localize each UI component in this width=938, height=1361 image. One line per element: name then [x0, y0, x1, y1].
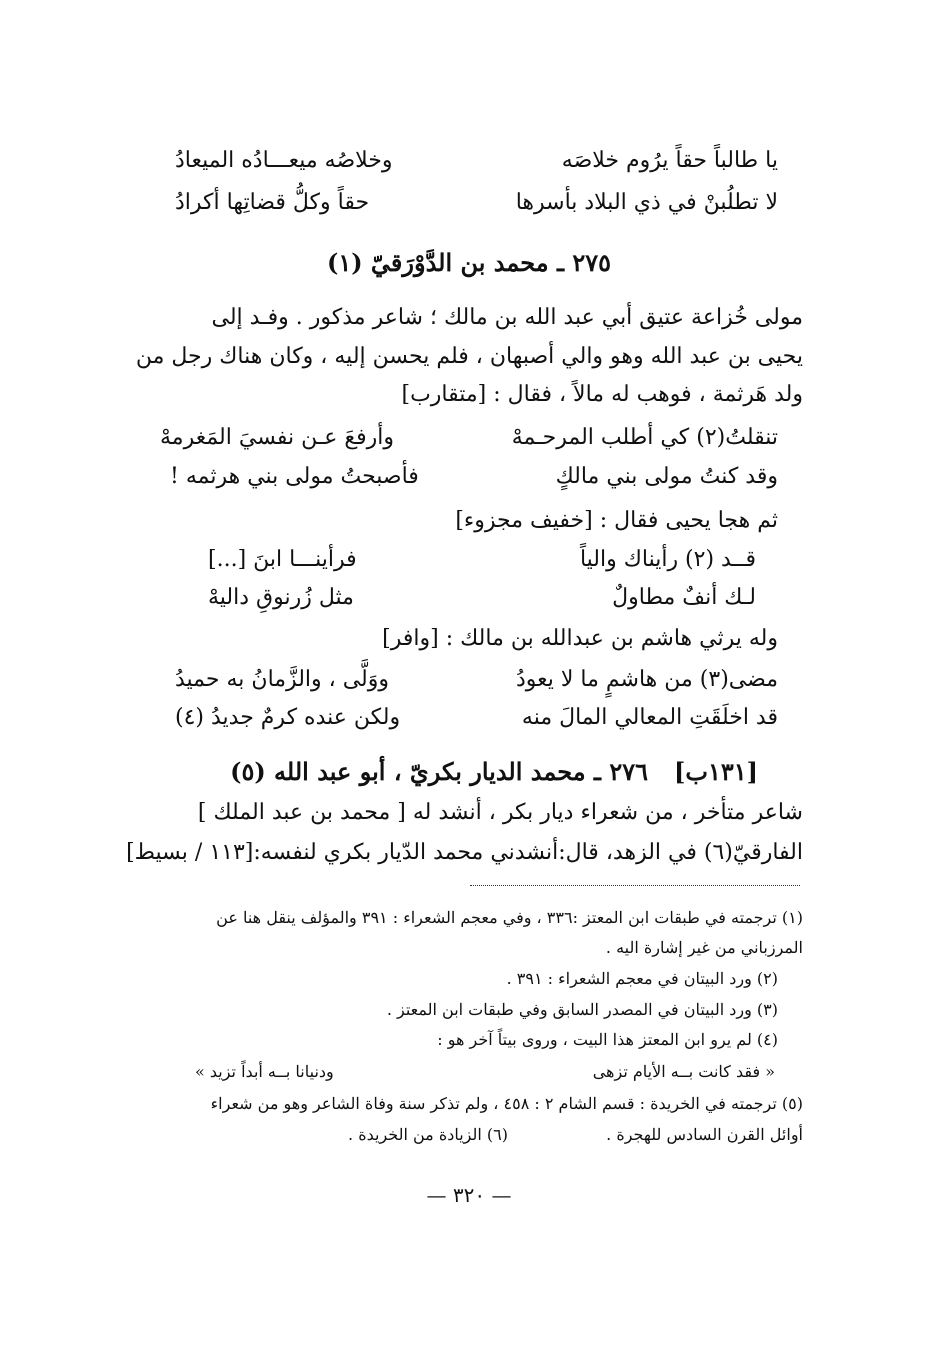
verse-hemistich-second: مثل زُرنوقِ داليهْ: [208, 585, 354, 610]
paragraph-line: وله يرثي هاشم بن عبدالله بن مالك : [وافر]: [382, 626, 778, 651]
paragraph-line: مولى خُزاعة عتيق أبي عبد الله بن مالك ؛ شاعر مذكور . وفـد إلى: [211, 305, 803, 330]
footnote-line: أوائل القرن السادس للهجرة .: [606, 1125, 803, 1144]
verse-hemistich-second: ولكن عنده كرمٌ جديدُ (٤): [175, 705, 401, 730]
footnote-line: (٦) الزيادة من الخريدة .: [348, 1125, 508, 1144]
footnote-line: المرزباني من غير إشارة اليه .: [605, 938, 803, 957]
verse-hemistich-second: ودنيانا بــه أبداً تزيد »: [195, 1062, 334, 1081]
verse-hemistich-second: ووَلَّى ، والزَّمانُ به حميدُ: [175, 667, 390, 692]
verse-hemistich-second: وأرفعَ عـن نفسيَ المَغرمهْ: [160, 425, 394, 450]
verse-hemistich-first: تنقلتُ(٢) كي أطلب المرحـمهْ: [511, 425, 778, 450]
verse-line: [175, 190, 778, 215]
entry-heading: ٢٧٦ ـ محمد الديار بكريّ ، أبو عبد الله (٥): [230, 757, 648, 786]
paragraph-line: يحيى بن عبد الله وهو والي أصبهان ، فلم يحسن إليه ، وكان هناك رجل من: [135, 344, 803, 369]
verse-hemistich-second: حقاً وكلُّ قضاتِها أكرادُ: [175, 190, 370, 215]
paragraph-line: ثم هجا يحيى فقال : [خفيف مجزوء]: [455, 508, 778, 533]
verse-hemistich-second: وخلاصُه ميعـــادُه الميعادُ: [175, 148, 393, 173]
paragraph-line: شاعر متأخر ، من شعراء ديار بكر ، أنشد له [ محمد بن عبد الملك ]: [197, 800, 803, 825]
footnote-line: (٣) ورد البيتان في المصدر السابق وفي طبقات ابن المعتز .: [386, 1000, 778, 1019]
footnote-line: (٢) ورد البيتان في معجم الشعراء : ٣٩١ .: [506, 969, 778, 988]
verse-line: [175, 148, 778, 173]
paragraph-line: الفارقيّ(٦) في الزهد، قال:أنشدني محمد الدّيار بكري لنفسه:[١١٣ / بسيط]: [126, 840, 803, 865]
verse-line: [208, 547, 756, 572]
verse-hemistich-first: مضى(٣) من هاشمٍ ما لا يعودُ: [515, 667, 778, 692]
folio-marker: [١٣١ب]: [674, 757, 758, 786]
verse-hemistich-first: قد اخلَقَتِ المعالي المالَ منه: [521, 705, 778, 730]
verse-line: [208, 585, 756, 610]
footnote-line: (٥) ترجمته في الخريدة : قسم الشام ٢ : ٤٥٨ ، ولم تذكر سنة وفاة الشاعر وهو من شعراء: [210, 1094, 803, 1113]
verse-hemistich-first: لـك أنفٌ مطاولٌ: [612, 585, 756, 610]
verse-hemistich-first: قــد (٢) رأيناك والياً: [579, 547, 756, 572]
page-number: — ٣٢٠ —: [426, 1183, 512, 1207]
footnote-line: (١) ترجمته في طبقات ابن المعتز :٣٣٦ ، وفي معجم الشعراء : ٣٩١ والمؤلف ينقل هنا عن: [216, 908, 803, 927]
entry-heading: ٢٧٥ ـ محمد بن الدَّوْرَقيّ (١): [326, 248, 612, 277]
footnote-separator: [470, 885, 800, 886]
verse-line: [160, 425, 778, 450]
verse-hemistich-second: فأصبحتُ مولى بني هرثمه !: [170, 464, 419, 489]
verse-line: [170, 464, 778, 489]
footnote-line: (٤) لم يرو ابن المعتز هذا البيت ، وروى بيتاً آخر هو :: [437, 1030, 778, 1049]
verse-hemistich-first: « فقد كانت بــه الأيام تزهى: [592, 1062, 775, 1081]
paragraph-line: ولد هَرثمة ، فوهب له مالاً ، فقال : [متقارب]: [401, 382, 803, 407]
footnote-verse: [195, 1062, 775, 1081]
verse-hemistich-second: فرأينـــا ابنَ [...]: [208, 547, 357, 572]
verse-hemistich-first: يا طالباً حقاً يرُوم خلاصَه: [561, 148, 778, 173]
verse-hemistich-first: وقد كنتُ مولى بني مالكٍ: [555, 464, 778, 489]
verse-line: [175, 667, 778, 692]
verse-line: [175, 705, 778, 730]
verse-hemistich-first: لا تطلُبنْ في ذي البلاد بأسرها: [515, 190, 778, 215]
